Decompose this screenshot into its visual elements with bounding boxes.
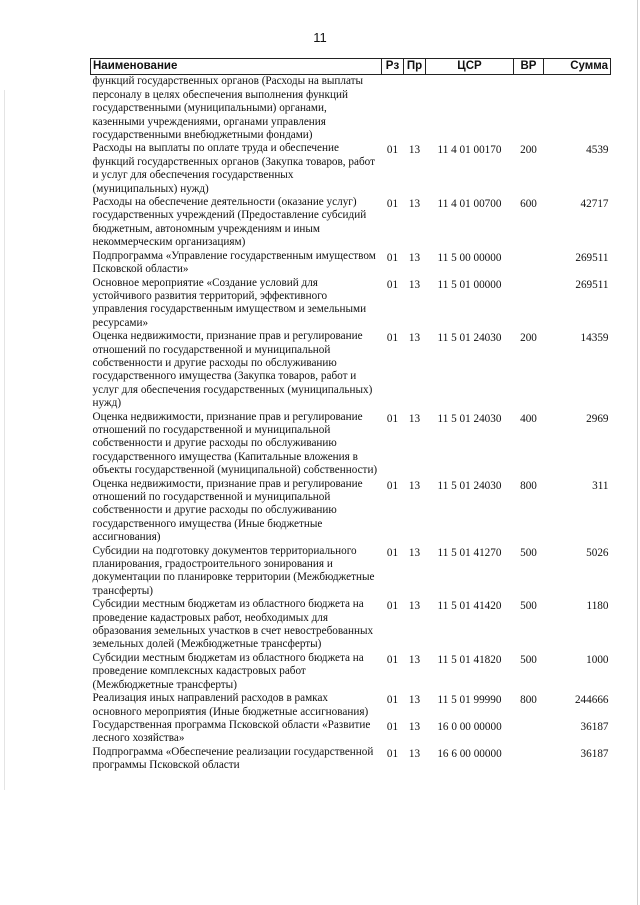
row-vr: 500 (520, 600, 537, 613)
row-rz: 01 (386, 198, 399, 211)
header-pr: Пр (404, 59, 426, 75)
row-pr (404, 75, 426, 143)
row-pr: 13 (408, 198, 421, 211)
row-name: функций государственных органов (Расходы на выплаты персоналу в целях обеспечения выполнения функций государственными (муниципальными) органами, казенными учреждениями, органами управления государственными внебюджетными фондами) (92, 75, 364, 142)
row-vr: 800 (520, 694, 537, 707)
row-pr: 13 (408, 278, 421, 291)
row-name: Оценка недвижимости, признание прав и регулирование отношений по государственной и муниципальной собственности и другие расходы по обслуживанию государственного имущества (Закупка товаров, работ и услуг для обеспечения государственных (муниципальных) нужд) (92, 330, 373, 410)
scan-edge-right (637, 0, 638, 905)
header-csr: ЦСР (426, 59, 514, 75)
row-vr: 400 (520, 412, 537, 425)
header-rz: Рз (382, 59, 404, 75)
row-pr: 13 (408, 332, 421, 345)
budget-table (90, 58, 611, 773)
row-vr (514, 719, 544, 746)
row-name: Субсидии местным бюджетам из областного бюджета на проведение комплексных кадастровых работ (Межбюджетные трансферты) (92, 651, 364, 691)
row-sum: 36187 (580, 720, 609, 733)
row-name: Государственная программа Псковской области «Развитие лесного хозяйства» (92, 718, 371, 745)
row-sum: 311 (592, 479, 609, 492)
header-row (91, 59, 611, 75)
row-sum: 5026 (586, 546, 609, 559)
table-row (91, 277, 611, 331)
row-vr (514, 75, 544, 143)
row-vr: 600 (520, 198, 537, 211)
row-sum: 42717 (580, 198, 609, 211)
table-row (91, 75, 611, 143)
row-vr: 500 (520, 653, 537, 666)
table-row (91, 196, 611, 250)
row-csr: 11 5 01 41270 (437, 546, 502, 559)
row-csr: 11 5 01 99990 (437, 694, 502, 707)
row-name: Подпрограмма «Обеспечение реализации государственной программы Псковской области (92, 745, 374, 772)
row-rz: 01 (386, 251, 399, 264)
row-csr: 11 5 01 24030 (437, 332, 502, 345)
table-row (91, 478, 611, 545)
row-pr: 13 (408, 747, 421, 760)
row-name: Подпрограмма «Управление государственным имуществом Псковской области» (92, 249, 376, 276)
row-rz: 01 (386, 278, 399, 291)
row-csr: 11 5 01 24030 (437, 479, 502, 492)
row-sum: 1000 (586, 653, 609, 666)
table-header (91, 59, 611, 75)
table-row (91, 598, 611, 652)
row-name: Субсидии на подготовку документов территориального планирования, градостроительного зонирования и документации по планировке территории (Межбюджетные трансферты) (92, 544, 375, 597)
row-sum: 244666 (574, 694, 609, 707)
row-pr: 13 (408, 144, 421, 157)
header-name: Наименование (91, 59, 382, 75)
row-rz (382, 75, 404, 143)
row-csr: 11 4 01 00170 (437, 144, 502, 157)
row-vr (514, 250, 544, 277)
row-sum: 269511 (575, 278, 609, 291)
row-name: Расходы на выплаты по оплате труда и обеспечение функций государственных органов (Закупка товаров, работ и услуг для обеспечения государственных (муниципальных) нужд) (92, 142, 375, 195)
table-row (91, 250, 611, 277)
row-csr: 16 6 00 00000 (437, 747, 502, 760)
scan-edge-left (4, 90, 5, 790)
row-rz: 01 (386, 332, 399, 345)
header-vr: ВР (514, 59, 544, 75)
table-row (91, 142, 611, 196)
row-vr: 500 (520, 546, 537, 559)
row-rz: 01 (386, 412, 399, 425)
row-pr: 13 (408, 653, 421, 666)
row-rz: 01 (386, 144, 399, 157)
row-name: Расходы на обеспечение деятельности (оказание услуг) государственных учреждений (Предоставление субсидий бюджетным, автономным учреждениям и иным некоммерческим организациям) (92, 196, 367, 249)
row-name: Субсидии местным бюджетам из областного бюджета на проведение кадастровых работ, необходимых для образования земельных участков в счет невостребованных земельных долей (Межбюджетные трансферты) (92, 598, 374, 651)
row-rz: 01 (386, 546, 399, 559)
row-pr: 13 (408, 479, 421, 492)
table-row (91, 692, 611, 719)
row-csr: 16 0 00 00000 (437, 720, 502, 733)
row-csr: 11 5 01 24030 (437, 412, 502, 425)
row-vr: 800 (520, 479, 537, 492)
table-body (91, 75, 611, 773)
table-row (91, 652, 611, 692)
row-csr: 11 5 01 00000 (437, 278, 502, 291)
row-rz: 01 (386, 479, 399, 492)
row-pr: 13 (408, 412, 421, 425)
row-name: Оценка недвижимости, признание прав и регулирование отношений по государственной и муниципальной собственности и другие расходы по обслуживанию государственного имущества (Капитальные вложения в объекты государственной (муниципальной) собственности) (92, 410, 378, 477)
row-csr: 11 5 00 00000 (437, 251, 502, 264)
row-pr: 13 (408, 546, 421, 559)
row-pr: 13 (408, 251, 421, 264)
row-pr: 13 (408, 720, 421, 733)
page-number: 11 (313, 30, 327, 45)
row-vr: 200 (520, 144, 537, 157)
row-name: Основное мероприятие «Создание условий для устойчивого развития территорий, эффективного управления государственным имуществом и земельными ресурсами» (92, 276, 367, 329)
header-sum: Сумма (544, 59, 611, 75)
row-sum (544, 75, 611, 143)
row-csr (426, 75, 514, 143)
table-row (91, 746, 611, 773)
row-name: Оценка недвижимости, признание прав и регулирование отношений по государственной и муниципальной собственности и другие расходы по обслуживанию государственного имущества (Иные бюджетные ассигнования) (92, 477, 363, 544)
row-csr: 11 5 01 41420 (437, 600, 502, 613)
row-pr: 13 (408, 694, 421, 707)
table-row (91, 411, 611, 478)
row-rz: 01 (386, 747, 399, 760)
row-sum: 2969 (586, 412, 609, 425)
row-vr (514, 277, 544, 331)
row-sum: 4539 (586, 144, 609, 157)
row-rz: 01 (386, 694, 399, 707)
row-csr: 11 5 01 41820 (437, 653, 502, 666)
row-pr: 13 (408, 600, 421, 613)
row-vr (514, 746, 544, 773)
row-sum: 269511 (575, 251, 609, 264)
row-vr: 200 (520, 332, 537, 345)
row-csr: 11 4 01 00700 (437, 198, 502, 211)
row-sum: 36187 (580, 747, 609, 760)
row-sum: 1180 (586, 600, 609, 613)
table-row (91, 330, 611, 410)
row-rz: 01 (386, 720, 399, 733)
table-row (91, 719, 611, 746)
row-sum: 14359 (580, 332, 609, 345)
table-row (91, 545, 611, 599)
row-rz: 01 (386, 653, 399, 666)
row-name: Реализация иных направлений расходов в рамках основного мероприятия (Иные бюджетные ассигнования) (92, 692, 369, 718)
row-rz: 01 (386, 600, 399, 613)
